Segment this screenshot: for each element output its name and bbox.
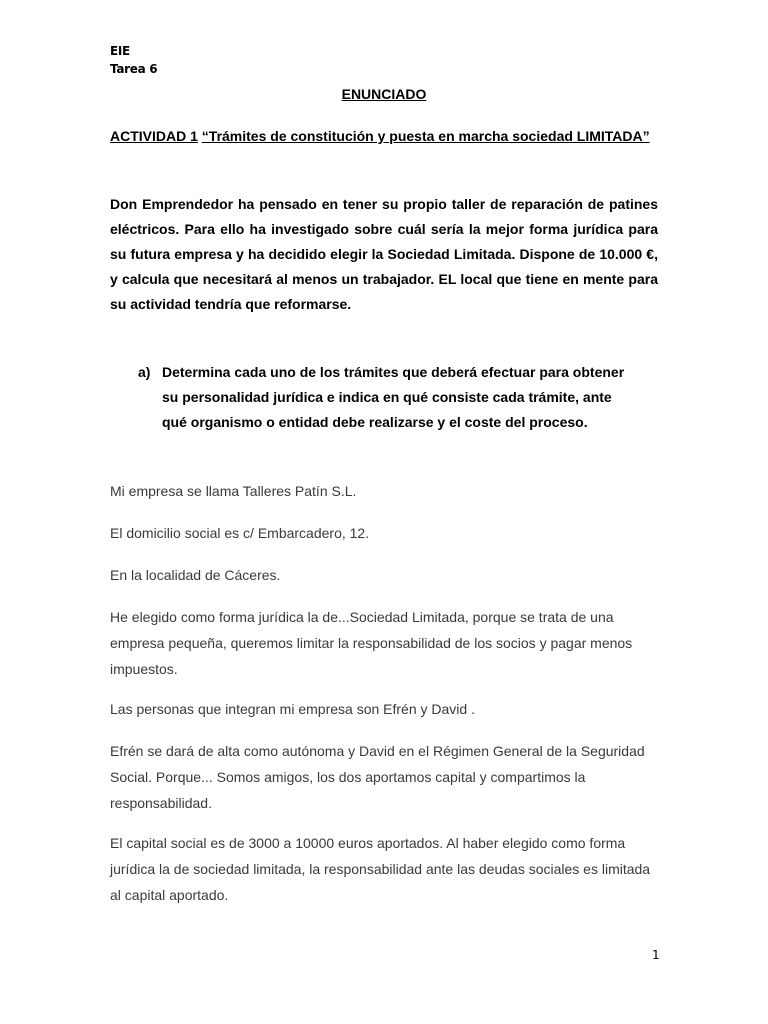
answer-company-name: Mi empresa se llama Talleres Patín S.L. bbox=[110, 483, 357, 499]
page-number: 1 bbox=[652, 948, 660, 962]
answer-capital: El capital social es de 3000 a 10000 euros aportados. Al haber elegido como forma jurídica la de sociedad limitada, la responsabilidad ante las deudas sociales es limitada al capital aportado. bbox=[110, 835, 651, 903]
answer-locality: En la localidad de Cáceres. bbox=[110, 567, 281, 583]
question-text: Determina cada uno de los trámites que deberá efectuar para obtener su personalidad jurídica e indica en qué consiste cada trámite, ante qué organismo o entidad debe realizarse y el coste del proceso. bbox=[162, 364, 625, 430]
question-marker: a) bbox=[138, 364, 151, 380]
answer-members: Las personas que integran mi empresa son Efrén y David . bbox=[110, 701, 475, 717]
activity-text: “Trámites de constitución y puesta en marcha sociedad LIMITADA” bbox=[201, 128, 650, 144]
header-course: EIE bbox=[110, 44, 130, 58]
question-a bbox=[138, 360, 638, 435]
header-task: Tarea 6 bbox=[110, 62, 158, 76]
answer-legal-form: He elegido como forma jurídica la de...Sociedad Limitada, porque se trata de una empresa pequeña, queremos limitar la responsabilidad de los socios y pagar menos impuestos. bbox=[110, 609, 633, 677]
problem-statement: Don Emprendedor ha pensado en tener su propio taller de reparación de patines eléctricos. Para ello ha investigado sobre cuál sería la mejor forma jurídica para su futura empresa y ha decidido elegir la Sociedad Limitada. Dispone de 10.000 €, y calcula que necesitará al menos un trabajador. EL local que tiene en mente para su actividad tendría que reformarse. bbox=[110, 196, 658, 312]
activity-heading bbox=[110, 124, 658, 149]
answer-social-security: Efrén se dará de alta como autónoma y David en el Régimen General de la Seguridad Social. Porque... Somos amigos, los dos aportamos capital y compartimos la responsabilidad. bbox=[110, 743, 645, 811]
activity-label: ACTIVIDAD 1 bbox=[110, 128, 198, 144]
answer-address: El domicilio social es c/ Embarcadero, 12. bbox=[110, 525, 370, 541]
page-title: ENUNCIADO bbox=[341, 86, 427, 102]
